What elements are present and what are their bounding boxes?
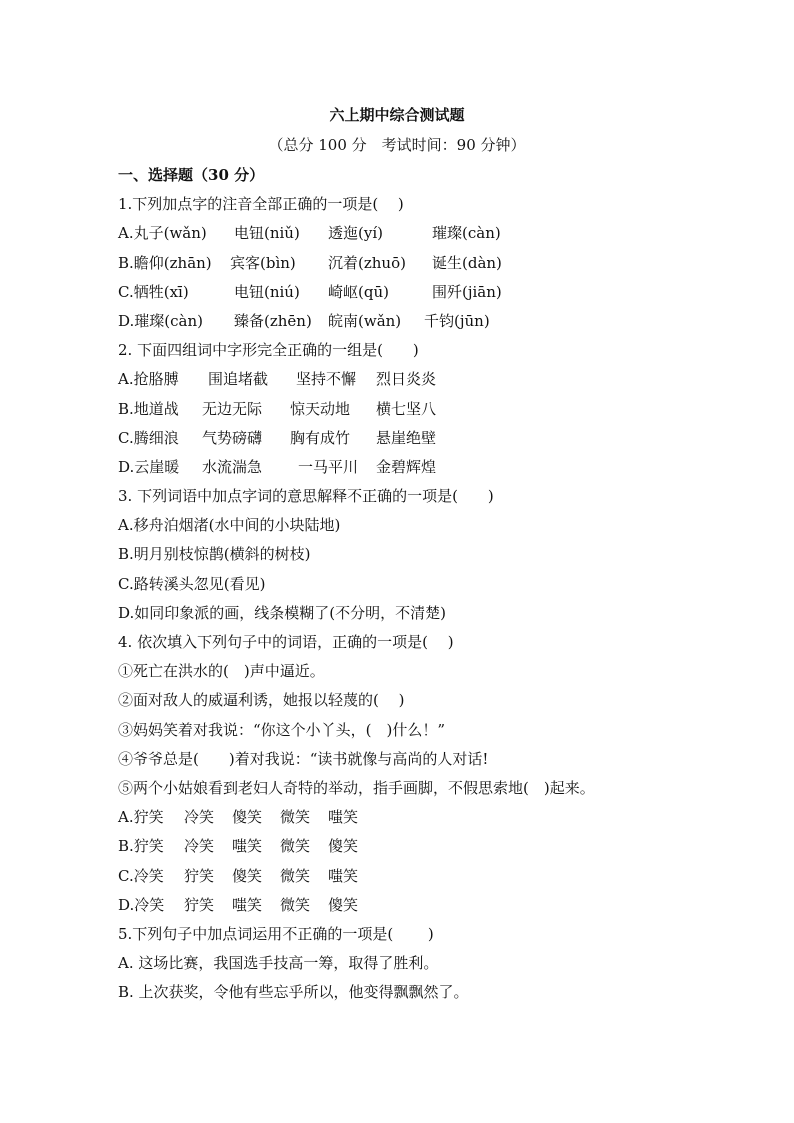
question-3-option-b: B.明月别枝惊鹊(横斜的树枝) bbox=[118, 545, 311, 564]
option-item: 傻笑 bbox=[232, 866, 263, 885]
option-item: 狞笑 bbox=[184, 895, 215, 914]
option-item: 嗤笑 bbox=[328, 808, 359, 827]
question-1-option-a bbox=[118, 219, 718, 248]
option-item: 嗤笑 bbox=[232, 895, 263, 914]
question-5-stem: 5.下列句子中加点词运用不正确的一项是( ) bbox=[118, 924, 434, 943]
option-item: 狞笑 bbox=[184, 866, 215, 885]
option-item: 横七坚八 bbox=[376, 399, 437, 418]
exam-content bbox=[118, 161, 718, 1007]
option-item: 电钮(niú) bbox=[234, 282, 300, 301]
option-item: 悬崖绝壁 bbox=[376, 428, 437, 447]
option-item: B.狞笑 bbox=[118, 837, 164, 856]
option-item: 坚持不懈 bbox=[296, 370, 357, 389]
question-1-option-b bbox=[118, 249, 718, 278]
option-item: 微笑 bbox=[280, 808, 311, 827]
question-2-option-b bbox=[118, 395, 718, 424]
option-item: 崎岖(qū) bbox=[328, 282, 389, 301]
option-item: 傻笑 bbox=[328, 895, 359, 914]
option-item: 水流湍急 bbox=[202, 457, 263, 476]
option-item: D.冷笑 bbox=[118, 895, 165, 914]
option-item: 皖南(wǎn) bbox=[328, 311, 402, 330]
option-item: B.瞻仰(zhān) bbox=[118, 253, 212, 272]
question-4-sentence-3: ③妈妈笑着对我说：“你这个小丫头，( )什么！” bbox=[118, 720, 446, 739]
option-item: 一马平川 bbox=[298, 457, 359, 476]
option-item: 千钧(jūn) bbox=[424, 311, 490, 330]
option-item: 惊天动地 bbox=[290, 399, 351, 418]
option-item: 嗤笑 bbox=[328, 866, 359, 885]
option-item: 傻笑 bbox=[232, 808, 263, 827]
question-3-option-a: A.移舟泊烟渚(水中间的小块陆地) bbox=[118, 516, 341, 535]
option-item: 嗤笑 bbox=[232, 837, 263, 856]
option-item: 微笑 bbox=[280, 895, 311, 914]
question-1-option-c bbox=[118, 278, 718, 307]
option-item: 烈日炎炎 bbox=[376, 370, 437, 389]
question-3-option-d: D.如同印象派的画，线条模糊了(不分明，不清楚) bbox=[118, 603, 446, 622]
option-item: A.丸子(wǎn) bbox=[118, 224, 207, 243]
option-item: A.抢胳膊 bbox=[118, 370, 179, 389]
page-title: 六上期中综合测试题 bbox=[329, 106, 465, 124]
question-2-option-c bbox=[118, 424, 718, 453]
question-2-option-a bbox=[118, 365, 718, 394]
question-2-stem: 2. 下面四组词中字形完全正确的一组是( ) bbox=[118, 341, 419, 360]
option-item: C.冷笑 bbox=[118, 866, 164, 885]
option-item: 电钮(niǔ) bbox=[234, 224, 300, 243]
page-subtitle: （总分 100 分 考试时间：90 分钟） bbox=[268, 136, 526, 154]
option-item: 傻笑 bbox=[328, 837, 359, 856]
option-item: 沉着(zhuō) bbox=[328, 253, 406, 272]
option-item: B.地道战 bbox=[118, 399, 179, 418]
question-4-sentence-1: ①死亡在洪水的( )声中逼近。 bbox=[118, 662, 325, 681]
question-3-stem: 3. 下列词语中加点字词的意思解释不正确的一项是( ) bbox=[118, 487, 494, 506]
option-item: C.腾细浪 bbox=[118, 428, 179, 447]
option-item: D.璀璨(càn) bbox=[118, 311, 203, 330]
question-4-sentence-5: ⑤两个小姑娘看到老妇人奇特的举动，指手画脚，不假思索地( )起来。 bbox=[118, 778, 595, 797]
question-1-option-d bbox=[118, 307, 718, 336]
question-4-option-a bbox=[118, 803, 718, 832]
question-4-option-c bbox=[118, 862, 718, 891]
option-item: 透迤(yí) bbox=[328, 224, 383, 243]
option-item: 璀璨(càn) bbox=[432, 224, 501, 243]
question-4-stem: 4. 依次填入下列句子中的词语，正确的一项是( ) bbox=[118, 633, 454, 651]
question-4-sentence-4: ④爷爷总是( )着对我说：“读书就像与高尚的人对话! bbox=[118, 749, 489, 768]
option-item: 围追堵截 bbox=[208, 370, 269, 389]
question-3-option-c: C.路转溪头忽见(看见) bbox=[118, 574, 266, 593]
option-item: C.牺牲(xī) bbox=[118, 282, 189, 301]
option-item: 臻备(zhēn) bbox=[234, 311, 312, 330]
option-item: 围歼(jiān) bbox=[432, 282, 502, 301]
question-4-sentence-2: ②面对敌人的威逼利诱，她报以轻蔑的( ) bbox=[118, 691, 405, 710]
option-item: 冷笑 bbox=[184, 837, 215, 856]
option-item: 冷笑 bbox=[184, 808, 215, 827]
option-item: 诞生(dàn) bbox=[432, 253, 502, 272]
option-item: 无边无际 bbox=[202, 399, 263, 418]
option-item: 金碧辉煌 bbox=[376, 457, 437, 476]
question-4-option-b bbox=[118, 832, 718, 861]
option-item: D.云崖暖 bbox=[118, 457, 180, 476]
option-item: 宾客(bìn) bbox=[230, 253, 296, 272]
option-item: 微笑 bbox=[280, 866, 311, 885]
question-1-stem: 1.下列加点字的注音全部正确的一项是( ) bbox=[118, 195, 404, 214]
section-heading: 一、选择题（30 分） bbox=[118, 166, 265, 184]
option-item: 微笑 bbox=[280, 837, 311, 856]
question-4-option-d bbox=[118, 891, 718, 920]
option-item: 胸有成竹 bbox=[290, 428, 351, 447]
question-5-option-b: B. 上次获奖，令他有些忘乎所以，他变得飘飘然了。 bbox=[118, 983, 469, 1002]
option-item: A.狞笑 bbox=[118, 808, 164, 827]
question-2-option-d bbox=[118, 453, 718, 482]
question-5-option-a: A. 这场比赛，我国选手技高一筹，取得了胜利。 bbox=[118, 954, 439, 973]
option-item: 气势磅礴 bbox=[202, 428, 263, 447]
